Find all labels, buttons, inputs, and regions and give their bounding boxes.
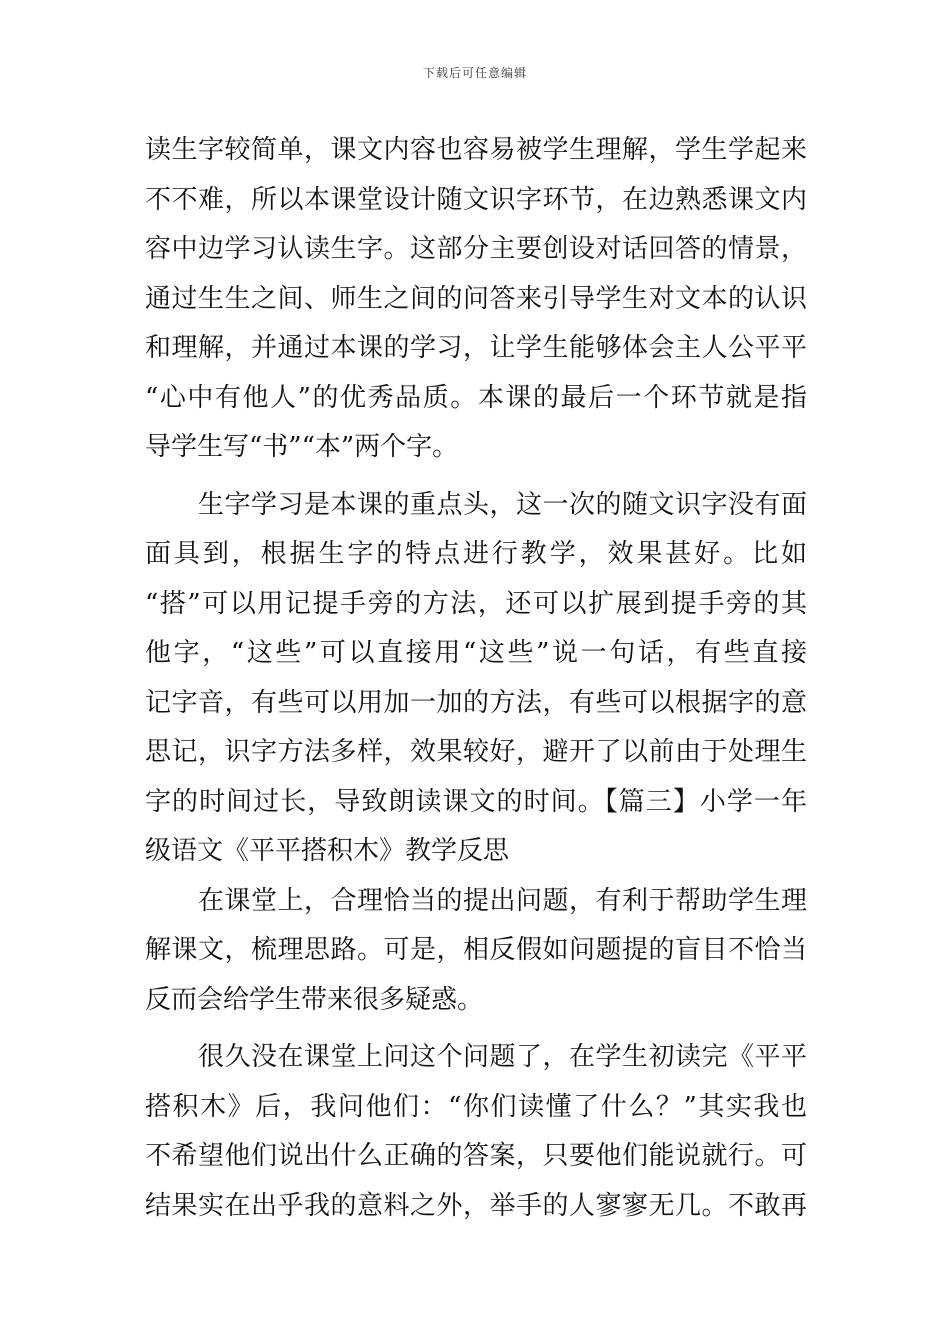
text-line: 解课文，梳理思路。可是，相反假如问题提的盲目不恰当 xyxy=(145,935,807,965)
text-line: 生字学习是本课的重点头，这一次的随文识字没有面 xyxy=(145,489,807,520)
paragraph xyxy=(145,481,807,877)
text-line: “搭”可以用记提手旁的方法，还可以扩展到提手旁的其 xyxy=(145,588,807,619)
text-line: 字的时间过长，导致朗读课文的时间。【篇三】小学一年 xyxy=(145,786,807,817)
text-line: 反而会给学生带来很多疑惑。 xyxy=(145,984,484,1015)
page-header-note: 下载后可任意编辑 xyxy=(422,66,527,80)
text-line: “心中有他人”的优秀品质。本课的最后一个环节就是指 xyxy=(145,382,807,413)
body-text xyxy=(145,126,807,1231)
text-line: 在课堂上，合理恰当的提出问题，有利于帮助学生理 xyxy=(145,885,807,916)
text-line: 导学生写“书”“本”两个字。 xyxy=(145,432,459,462)
text-line: 和理解，并通过本课的学习，让学生能够体会主人公平平 xyxy=(145,333,807,363)
text-line: 容中边学习认读生字。这部分主要创设对话回答的情景， xyxy=(145,234,807,264)
paragraph xyxy=(145,1033,807,1231)
text-line: 很久没在课堂上问这个问题了，在学生初读完《平平 xyxy=(145,1042,807,1072)
text-line: 结果实在出乎我的意料之外，举手的人寥寥无几。不敢再 xyxy=(145,1190,807,1221)
text-line: 他字，“这些”可以直接用“这些”说一句话，有些直接 xyxy=(145,638,807,668)
text-line: 搭积木》后，我问他们：“你们读懂了什么？”其实我也 xyxy=(145,1091,807,1122)
text-line: 级语文《平平搭积木》教学反思 xyxy=(145,836,510,866)
text-line: 记字音，有些可以用加一加的方法，有些可以根据字的意 xyxy=(145,687,807,718)
text-line: 通过生生之间、师生之间的问答来引导学生对文本的认识 xyxy=(145,283,807,314)
paragraph xyxy=(145,126,807,473)
text-line: 面具到，根据生字的特点进行教学，效果甚好。比如 xyxy=(145,539,807,569)
text-line: 不希望他们说出什么正确的答案，只要他们能说就行。可 xyxy=(145,1141,807,1171)
text-line: 读生字较简单，课文内容也容易被学生理解，学生学起来 xyxy=(145,135,807,165)
paragraph xyxy=(145,877,807,1026)
text-line: 不不难，所以本课堂设计随文识字环节，在边熟悉课文内 xyxy=(145,184,807,215)
text-line: 思记，识字方法多样，效果较好，避开了以前由于处理生 xyxy=(145,737,807,767)
